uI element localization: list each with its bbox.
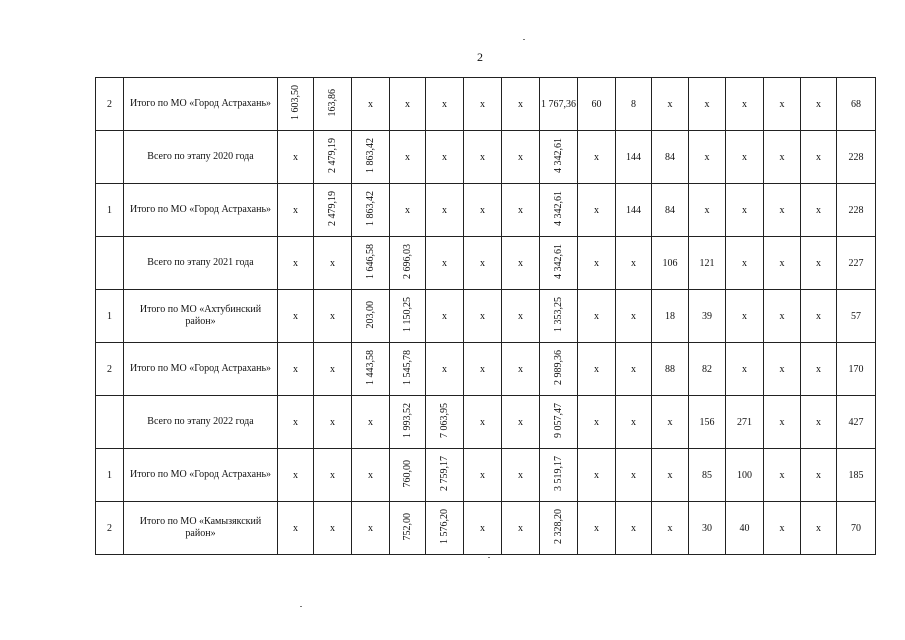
value-cell: 144 bbox=[616, 184, 652, 237]
value-cell: х bbox=[689, 78, 726, 131]
value-cell: х bbox=[652, 449, 689, 502]
table-row bbox=[96, 343, 876, 396]
value-cell bbox=[390, 343, 426, 396]
value-cell bbox=[540, 290, 578, 343]
row-name-cell: Всего по этапу 2021 года bbox=[124, 237, 278, 290]
value-cell: х bbox=[578, 449, 616, 502]
value-cell: х bbox=[278, 237, 314, 290]
value-cell: х bbox=[726, 131, 764, 184]
value-cell bbox=[540, 449, 578, 502]
value-cell: х bbox=[464, 396, 502, 449]
value-cell: х bbox=[578, 131, 616, 184]
value-cell: х bbox=[314, 343, 352, 396]
table-row bbox=[96, 502, 876, 555]
value-cell: х bbox=[278, 343, 314, 396]
value-cell: 106 bbox=[652, 237, 689, 290]
value-cell: х bbox=[578, 290, 616, 343]
value-text: 2 696,03 bbox=[402, 244, 413, 279]
value-cell: х bbox=[616, 449, 652, 502]
value-cell: х bbox=[764, 396, 801, 449]
value-cell: х bbox=[464, 237, 502, 290]
value-cell: х bbox=[689, 131, 726, 184]
value-cell: х bbox=[801, 502, 837, 555]
row-number-cell bbox=[96, 237, 124, 290]
value-cell: х bbox=[278, 184, 314, 237]
value-cell: х bbox=[689, 184, 726, 237]
row-name-cell: Итого по МО «Город Астрахань» bbox=[124, 449, 278, 502]
value-cell bbox=[352, 343, 390, 396]
value-text: 163,86 bbox=[327, 88, 338, 117]
value-cell bbox=[390, 290, 426, 343]
value-text: 2 479,19 bbox=[327, 138, 338, 173]
value-cell: х bbox=[314, 449, 352, 502]
value-cell: х bbox=[726, 237, 764, 290]
table-row bbox=[96, 449, 876, 502]
value-cell: х bbox=[578, 502, 616, 555]
value-cell: х bbox=[278, 290, 314, 343]
value-cell: х bbox=[464, 449, 502, 502]
value-cell: х bbox=[278, 131, 314, 184]
value-cell: х bbox=[502, 290, 540, 343]
value-cell: х bbox=[764, 343, 801, 396]
value-cell bbox=[352, 290, 390, 343]
value-cell: 57 bbox=[837, 290, 876, 343]
value-cell bbox=[390, 237, 426, 290]
row-number-cell: 2 bbox=[96, 78, 124, 131]
value-cell: х bbox=[801, 131, 837, 184]
value-cell: х bbox=[464, 290, 502, 343]
value-cell: х bbox=[502, 449, 540, 502]
value-cell: х bbox=[502, 502, 540, 555]
value-cell: х bbox=[616, 502, 652, 555]
value-cell: 144 bbox=[616, 131, 652, 184]
table-row bbox=[96, 237, 876, 290]
value-cell: х bbox=[726, 290, 764, 343]
scan-speck bbox=[523, 39, 525, 40]
scan-speck bbox=[300, 606, 302, 607]
value-text: 1 150,25 bbox=[402, 297, 413, 332]
value-cell bbox=[540, 184, 578, 237]
value-cell: х bbox=[502, 396, 540, 449]
value-cell: х bbox=[764, 78, 801, 131]
value-cell bbox=[540, 131, 578, 184]
value-cell: 185 bbox=[837, 449, 876, 502]
value-cell: х bbox=[314, 290, 352, 343]
value-cell: 8 bbox=[616, 78, 652, 131]
value-cell: х bbox=[426, 131, 464, 184]
value-text: 4 342,61 bbox=[553, 191, 564, 226]
value-cell: х bbox=[801, 78, 837, 131]
value-cell bbox=[390, 502, 426, 555]
value-cell: х bbox=[578, 343, 616, 396]
value-cell: х bbox=[464, 78, 502, 131]
value-text: 4 342,61 bbox=[553, 244, 564, 279]
table-row bbox=[96, 396, 876, 449]
value-cell: х bbox=[578, 184, 616, 237]
value-cell: 156 bbox=[689, 396, 726, 449]
value-cell bbox=[352, 237, 390, 290]
row-name-cell: Всего по этапу 2020 года bbox=[124, 131, 278, 184]
value-cell bbox=[314, 131, 352, 184]
value-text: 1 603,50 bbox=[290, 85, 301, 120]
value-cell: х bbox=[652, 396, 689, 449]
value-cell: х bbox=[464, 131, 502, 184]
value-text: 760,00 bbox=[402, 459, 413, 488]
data-table bbox=[95, 77, 876, 555]
value-cell: 84 bbox=[652, 131, 689, 184]
value-cell: х bbox=[801, 290, 837, 343]
value-cell: х bbox=[764, 131, 801, 184]
value-cell: х bbox=[801, 343, 837, 396]
value-cell: 84 bbox=[652, 184, 689, 237]
value-cell: 271 bbox=[726, 396, 764, 449]
row-name-cell: Итого по МО «Ахтубинский район» bbox=[124, 290, 278, 343]
value-cell: х bbox=[278, 396, 314, 449]
value-cell: х bbox=[726, 343, 764, 396]
value-cell: 82 bbox=[689, 343, 726, 396]
value-cell: х bbox=[726, 78, 764, 131]
value-cell: х bbox=[278, 449, 314, 502]
value-cell: х bbox=[726, 184, 764, 237]
value-cell: 68 bbox=[837, 78, 876, 131]
value-cell: х bbox=[652, 78, 689, 131]
value-text: 2 989,36 bbox=[553, 350, 564, 385]
value-cell bbox=[390, 449, 426, 502]
value-text: 1 443,58 bbox=[365, 350, 376, 385]
page-number: 2 bbox=[477, 50, 483, 64]
value-cell: х bbox=[502, 78, 540, 131]
table-row bbox=[96, 184, 876, 237]
value-text: 2 328,20 bbox=[553, 509, 564, 544]
value-cell: х bbox=[352, 449, 390, 502]
value-cell: 30 bbox=[689, 502, 726, 555]
table-row bbox=[96, 78, 876, 131]
row-number-cell bbox=[96, 131, 124, 184]
value-cell bbox=[314, 184, 352, 237]
row-number-cell: 1 bbox=[96, 290, 124, 343]
value-cell: 228 bbox=[837, 184, 876, 237]
value-cell: х bbox=[764, 237, 801, 290]
value-cell bbox=[278, 78, 314, 131]
value-cell: х bbox=[426, 343, 464, 396]
value-cell: х bbox=[464, 343, 502, 396]
value-text: 7 063,95 bbox=[439, 403, 450, 438]
value-cell: х bbox=[801, 449, 837, 502]
value-cell: х bbox=[616, 237, 652, 290]
value-text: 1 863,42 bbox=[365, 138, 376, 173]
value-cell: 170 bbox=[837, 343, 876, 396]
value-cell: х bbox=[352, 396, 390, 449]
value-cell: 40 bbox=[726, 502, 764, 555]
value-cell: 100 bbox=[726, 449, 764, 502]
value-cell: х bbox=[502, 184, 540, 237]
value-cell: х bbox=[578, 237, 616, 290]
value-cell: х bbox=[616, 343, 652, 396]
value-cell: х bbox=[764, 502, 801, 555]
value-cell: х bbox=[352, 502, 390, 555]
value-cell bbox=[540, 502, 578, 555]
value-cell: х bbox=[314, 396, 352, 449]
value-text: 3 519,17 bbox=[553, 456, 564, 491]
value-cell: х bbox=[764, 449, 801, 502]
value-cell: х bbox=[801, 237, 837, 290]
value-cell: х bbox=[426, 237, 464, 290]
value-text: 1 863,42 bbox=[365, 191, 376, 226]
value-cell: х bbox=[652, 502, 689, 555]
row-name-cell: Итого по МО «Город Астрахань» bbox=[124, 184, 278, 237]
value-cell bbox=[426, 396, 464, 449]
value-cell: 60 bbox=[578, 78, 616, 131]
value-cell: х bbox=[502, 131, 540, 184]
row-name-cell: Итого по МО «Камызякский район» bbox=[124, 502, 278, 555]
value-cell: 88 bbox=[652, 343, 689, 396]
value-cell bbox=[390, 396, 426, 449]
value-cell: х bbox=[352, 78, 390, 131]
value-cell bbox=[426, 502, 464, 555]
value-cell bbox=[352, 131, 390, 184]
value-cell bbox=[540, 396, 578, 449]
value-cell: х bbox=[764, 184, 801, 237]
value-cell: х bbox=[801, 184, 837, 237]
table-row bbox=[96, 290, 876, 343]
table-row bbox=[96, 131, 876, 184]
value-cell: 427 bbox=[837, 396, 876, 449]
value-cell: х bbox=[464, 502, 502, 555]
value-cell: х bbox=[502, 237, 540, 290]
value-text: 203,00 bbox=[365, 300, 376, 329]
row-number-cell bbox=[96, 396, 124, 449]
value-cell: х bbox=[314, 237, 352, 290]
row-name-cell: Итого по МО «Город Астрахань» bbox=[124, 78, 278, 131]
value-cell: 227 bbox=[837, 237, 876, 290]
value-cell: 1 767,36 bbox=[540, 78, 578, 131]
value-text: 1 993,52 bbox=[402, 403, 413, 438]
row-number-cell: 1 bbox=[96, 184, 124, 237]
value-cell: х bbox=[616, 396, 652, 449]
value-cell: 70 bbox=[837, 502, 876, 555]
value-text: 9 057,47 bbox=[553, 403, 564, 438]
row-number-cell: 1 bbox=[96, 449, 124, 502]
value-text: 2 759,17 bbox=[439, 456, 450, 491]
value-cell bbox=[314, 78, 352, 131]
value-cell: 18 bbox=[652, 290, 689, 343]
value-text: 1 353,25 bbox=[553, 297, 564, 332]
value-cell: х bbox=[426, 78, 464, 131]
value-text: 752,00 bbox=[402, 512, 413, 541]
value-cell: х bbox=[464, 184, 502, 237]
value-cell bbox=[426, 449, 464, 502]
row-name-cell: Всего по этапу 2022 года bbox=[124, 396, 278, 449]
value-cell: х bbox=[764, 290, 801, 343]
value-cell: х bbox=[390, 184, 426, 237]
value-cell: 228 bbox=[837, 131, 876, 184]
value-cell bbox=[352, 184, 390, 237]
value-cell: х bbox=[314, 502, 352, 555]
value-cell: х bbox=[426, 290, 464, 343]
value-cell: х bbox=[616, 290, 652, 343]
value-cell: х bbox=[502, 343, 540, 396]
value-cell bbox=[540, 237, 578, 290]
scan-speck bbox=[488, 557, 490, 558]
value-cell: х bbox=[390, 78, 426, 131]
row-name-cell: Итого по МО «Город Астрахань» bbox=[124, 343, 278, 396]
value-cell: х bbox=[578, 396, 616, 449]
row-number-cell: 2 bbox=[96, 502, 124, 555]
row-number-cell: 2 bbox=[96, 343, 124, 396]
value-text: 2 479,19 bbox=[327, 191, 338, 226]
value-text: 1 545,78 bbox=[402, 350, 413, 385]
value-text: 1 646,58 bbox=[365, 244, 376, 279]
value-cell: 39 bbox=[689, 290, 726, 343]
value-cell bbox=[540, 343, 578, 396]
value-cell: 121 bbox=[689, 237, 726, 290]
value-text: 4 342,61 bbox=[553, 138, 564, 173]
value-cell: х bbox=[426, 184, 464, 237]
value-text: 1 576,20 bbox=[439, 509, 450, 544]
value-cell: х bbox=[801, 396, 837, 449]
value-cell: х bbox=[278, 502, 314, 555]
value-cell: 85 bbox=[689, 449, 726, 502]
value-cell: х bbox=[390, 131, 426, 184]
